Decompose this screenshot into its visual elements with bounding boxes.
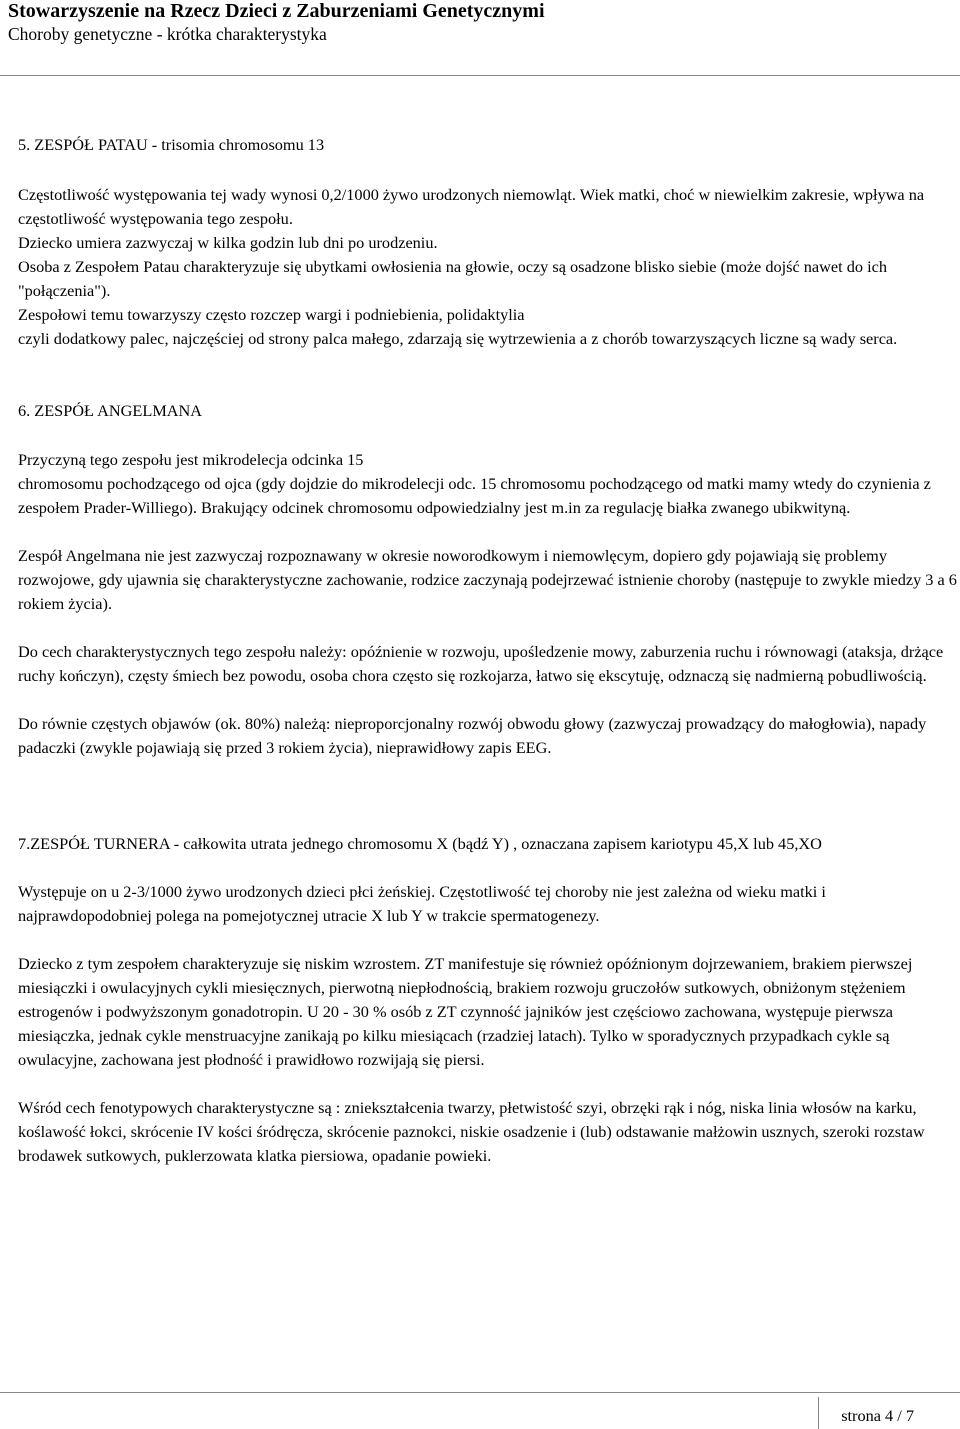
paragraph: czyli dodatkowy palec, najczęściej od strony palca małego, zdarzają się wytrzewienia a z chorób towarzyszących liczne są wady serca.	[18, 329, 898, 348]
paragraph: Osoba z Zespołem Patau charakteryzuje się ubytkami owłosienia na głowie, oczy są osadzone blisko siebie (może dojść nawet do ich "połączenia").	[18, 257, 887, 300]
paragraph: Dziecko umiera zazwyczaj w kilka godzin lub dni po urodzeniu.	[18, 233, 438, 252]
page-header	[8, 0, 952, 45]
section-title-patau: 5. ZESPÓŁ PATAU - trisomia chromosomu 13	[18, 135, 325, 154]
section-title-angelman: 6. ZESPÓŁ ANGELMANA	[18, 401, 203, 420]
document-body	[8, 133, 958, 1168]
organization-title: Stowarzyszenie na Rzecz Dzieci z Zaburzeniami Genetycznymi	[8, 0, 545, 22]
paragraph: Zespołowi temu towarzyszy często rozczep wargi i podniebienia, polidaktylia	[18, 305, 525, 324]
paragraph: Zespół Angelmana nie jest zazwyczaj rozpoznawany w okresie noworodkowym i niemowlęcym, dopiero gdy pojawiają się problemy rozwojowe, gdy ujawnia się charakterystyczne zachowanie, rodzice zaczynają podejrzewać istnienie choroby (następuje to zwykle miedzy 3 a 6 rokiem życia).	[18, 546, 957, 613]
paragraph: Przyczyną tego zespołu jest mikrodelecja odcinka 15	[18, 450, 364, 469]
section-title-turner: 7.ZESPÓŁ TURNERA - całkowita utrata jednego chromosomu X (bądź Y) , oznaczana zapisem kariotypu 45,X lub 45,XO	[18, 834, 822, 853]
page-number: strona 4 / 7	[841, 1406, 914, 1425]
footer-separator	[818, 1397, 819, 1429]
paragraph: chromosomu pochodzącego od ojca (gdy dojdzie do mikrodelecji odc. 15 chromosomu pochodzącego od matki mamy wtedy do czynienia z zespołem Prader-Williego). Brakujący odcinek chromosomu odpowiedzialny jest m.in za regulację białka zwanego ubikwityną.	[18, 474, 931, 517]
paragraph: Częstotliwość występowania tej wady wynosi 0,2/1000 żywo urodzonych niemowląt. Wiek matki, choć w niewielkim zakresie, wpływa na częstotliwość występowania tego zespołu.	[18, 185, 925, 228]
paragraph: Do równie częstych objawów (ok. 80%) należą: nieproporcjonalny rozwój obwodu głowy (zazwyczaj prowadzący do małogłowia), napady padaczki (zwykle pojawiają się przed 3 rokiem życia), nieprawidłowy zapis EEG.	[18, 714, 927, 757]
document-subtitle: Choroby genetyczne - krótka charakterystyka	[8, 24, 327, 44]
paragraph: Wśród cech fenotypowych charakterystyczne są : zniekształcenia twarzy, płetwistość szyi, obrzęki rąk i nóg, niska linia włosów na karku, koślawość łokci, skrócenie IV kości śródręcza, skrócenie paznokci, niskie osadzenie i (lub) odstawanie małżowin usznych, szeroki rozstaw brodawek sutkowych, puklerzowata klatka piersiowa, opadanie powieki.	[18, 1098, 925, 1165]
paragraph: Do cech charakterystycznych tego zespołu należy: opóźnienie w rozwoju, upośledzenie mowy, zaburzenia ruchu i równowagi (ataksja, drżące ruchy kończyn), częsty śmiech bez powodu, osoba chora często się rozkojarza, łatwo się ekscytuję, odznaczą się nadmierną pobudliwością.	[18, 642, 944, 685]
header-divider	[0, 75, 960, 76]
footer-divider	[0, 1392, 960, 1393]
paragraph: Dziecko z tym zespołem charakteryzuje się niskim wzrostem. ZT manifestuje się również opóźnionym dojrzewaniem, brakiem pierwszej miesiączki i owulacyjnych cykli miesięcznych, pierwotną niepłodnością, brakiem rozwoju gruczołów sutkowych, obniżonym stężeniem estrogenów i podwyższonym gonadotropin. U 20 - 30 % osób z ZT czynność jajników jest częściowo zachowana, występuje pierwsza miesiączka, jednak cykle menstruacyjne zanikają po kilku miesiącach (rzadziej latach). Tylko w sporadycznych przypadkach cykle są owulacyjne, zachowana jest płodność i prawidłowo rozwijają się piersi.	[18, 954, 913, 1069]
paragraph: Występuje on u 2-3/1000 żywo urodzonych dzieci płci żeńskiej. Częstotliwość tej choroby nie jest zależna od wieku matki i najprawdopodobniej polega na pomejotycznej utracie X lub Y w trakcie spermatogenezy.	[18, 882, 826, 925]
